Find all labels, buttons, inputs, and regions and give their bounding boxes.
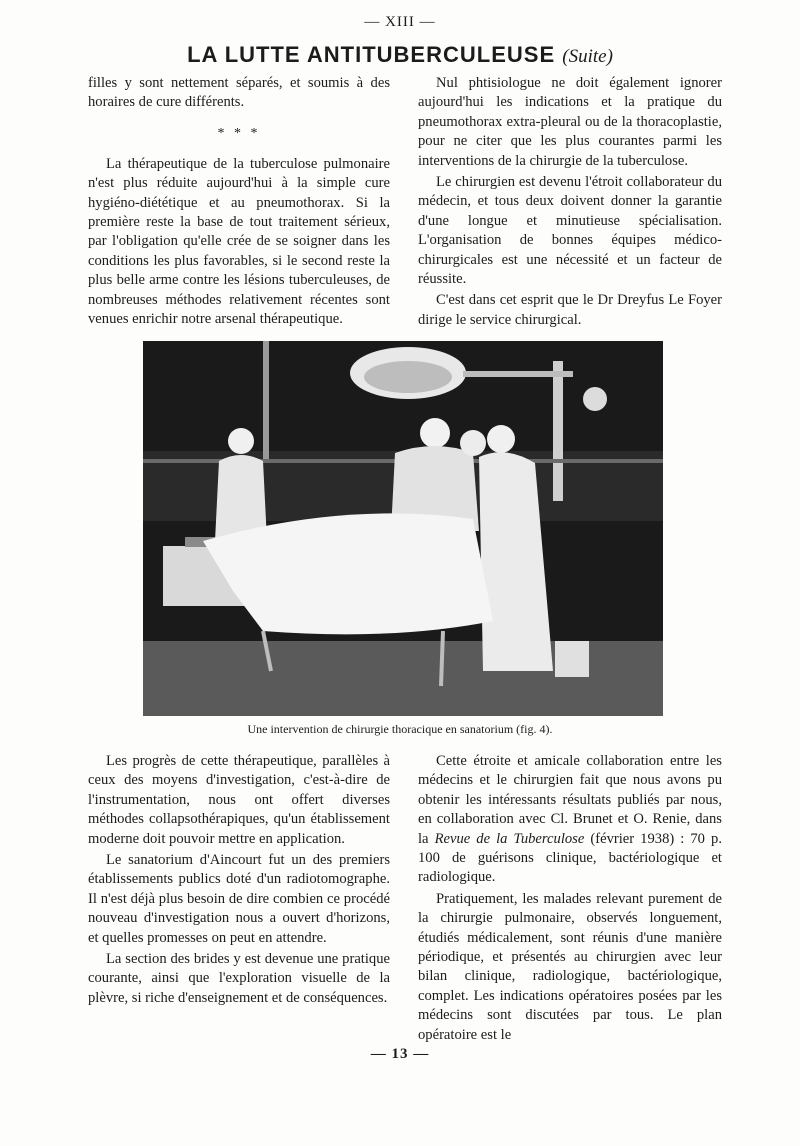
column-bottom-left: [88, 752, 390, 1008]
paragraph: Les progrès de cette thérapeutique, parallèles à ceux des moyens d'investigation, c'est-à-dire de l'instrumentation, nous ont offert diverses méthodes collapsothérapiques, qu'un établissement moderne doit pouvoir mettre en application.: [88, 753, 390, 847]
journal-title: Revue de la Tuberculose: [434, 830, 585, 847]
paragraph: Le chirurgien est devenu l'étroit collaborateur du médecin, et tous deux doivent donner la garantie d'une longue et minutieuse spécialisation. L'organisation de bonnes équipes médico-chirurgicales est une nécessité et un facteur de réussite.: [418, 174, 722, 288]
paragraph: [418, 752, 722, 888]
paragraph: filles y sont nettement séparés, et soumis à des horaires de cure différents.: [88, 75, 390, 111]
title-text: LA LUTTE ANTITUBERCULEUSE: [187, 42, 556, 67]
column-top-left: [88, 74, 390, 329]
paragraph: La section des brides y est devenue une pratique courante, ainsi que l'exploration visuelle de la plèvre, si riche d'enseignement et de conséquences.: [88, 951, 390, 1006]
surgery-photograph: [143, 341, 663, 716]
paragraph-text: (février 1938) : 70 p. 100 de guérisons clinique, bactériologique et radiologique.: [418, 830, 722, 886]
paragraph: Le sanatorium d'Aincourt fut un des premiers établissements publics doté d'un radiotomographe. Il n'est déjà plus besoin de dire combien ce procédé nouveau d'investigation nous a ouvert d'horizons, et quelles promesses on peut en attendre.: [88, 852, 390, 946]
column-top-right: [418, 74, 722, 330]
paragraph-text: Cette étroite et amicale collaboration entre les médecins et le chirurgien fait que nous avons pu obtenir les intéressants résultats publiés par nous, en collaboration avec Cl. Brunet et O. Renie, dans la: [418, 753, 722, 847]
title-suffix: (Suite): [562, 46, 613, 67]
page-title: [0, 42, 800, 68]
figure-caption: Une intervention de chirurgie thoracique en sanatorium (fig. 4).: [247, 722, 553, 736]
paragraph: Pratiquement, les malades relevant purement de la chirurgie pulmonaire, observés longuement, étudiés médicalement, sont réunis d'une manière périodique, et présentés au chirurgien avec leur bilan clinique, radiologique, bactériologique, complet. Les indications opératoires posées par les médecins sont discutées par tous. Le plan opératoire est le: [418, 890, 722, 1043]
section-separator: * * *: [217, 125, 261, 141]
paragraph: C'est dans cet esprit que le Dr Dreyfus Le Foyer dirige le service chirurgical.: [418, 292, 722, 328]
column-bottom-right: [418, 752, 722, 1045]
page-number-roman: — XIII —: [364, 14, 436, 30]
paragraph: Nul phtisiologue ne doit également ignorer aujourd'hui les indications et la pratique du pneumothorax extra-pleural ou de la thoracoplastie, pour ne citer que les plus courantes parmi les interventions de la chirurgie de la tuberculose.: [418, 75, 722, 169]
page-number: — 13 —: [370, 1046, 430, 1062]
paragraph: La thérapeutique de la tuberculose pulmonaire n'est plus réduite aujourd'hui à la simple cure hygiéno-diététique et au pneumothorax. Si la première reste la base de tout traitement sérieux, par l'obligation qu'elle crée de se soigner dans les conditions les plus favorables, si le second reste la plus belle arme contre les lésions tuberculeuses, de nombreuses méthodes relativement récentes sont venues enrichir notre arsenal thérapeutique.: [88, 155, 390, 328]
